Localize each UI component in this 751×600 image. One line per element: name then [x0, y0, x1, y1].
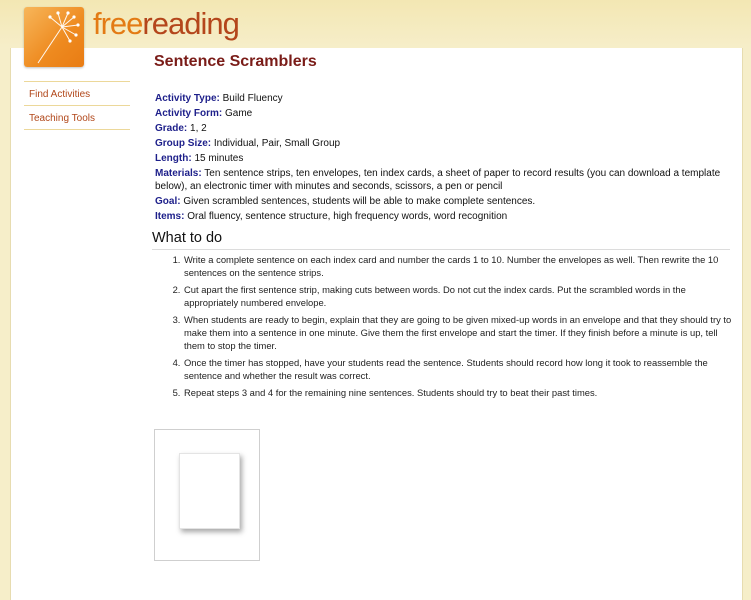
detail-value: Ten sentence strips, ten envelopes, ten index cards, a sheet of paper to record results (you can download a template below), an electronic timer with minutes and seconds, scissors, a pen or pencil	[155, 168, 721, 192]
detail-goal	[155, 196, 723, 209]
list-item: 4. Once the timer has stopped, have your students read the sentence. Students should record how long it took to reassemble the sentence and whether the result was correct.	[183, 356, 735, 382]
detail-label: Grade:	[155, 123, 188, 134]
detail-label: Items:	[155, 210, 185, 222]
detail-label: Activity Type:	[155, 93, 220, 104]
document-page-icon	[179, 453, 240, 529]
detail-label: Materials:	[155, 168, 202, 179]
activity-details	[155, 93, 723, 226]
detail-value: Individual, Pair, Small Group	[213, 138, 341, 149]
detail-group-size	[155, 138, 723, 151]
main-content	[145, 48, 735, 600]
detail-length	[155, 153, 723, 166]
list-item: 2. Cut apart the first sentence strip, making cuts between words. Do not cut the index cards. Put the scrambled words in the appropriately numbered envelope.	[183, 283, 735, 309]
detail-value: Game	[225, 108, 253, 119]
sidebar-nav	[24, 81, 130, 130]
logo-word-free: free	[93, 6, 143, 41]
dandelion-icon[interactable]	[24, 7, 84, 67]
detail-activity-form	[155, 108, 723, 121]
detail-label: Goal:	[155, 195, 181, 207]
detail-activity-type	[155, 93, 723, 106]
sidebar-item-teaching-tools[interactable]: Teaching Tools	[29, 113, 95, 124]
detail-value: 1, 2	[190, 123, 207, 134]
detail-value: Oral fluency, sentence structure, high frequency words, word recognition	[187, 210, 508, 222]
detail-label: Activity Form:	[155, 108, 223, 119]
detail-grade	[155, 123, 723, 136]
sidebar-divider	[24, 129, 130, 130]
detail-value: 15 minutes	[194, 153, 244, 164]
detail-label: Length:	[155, 153, 192, 164]
detail-label: Group Size:	[155, 138, 212, 149]
download-template-thumbnail[interactable]	[154, 429, 260, 561]
detail-value: Build Fluency	[222, 93, 283, 104]
list-item: 5. Repeat steps 3 and 4 for the remaining nine sentences. Students should try to beat their past times.	[183, 386, 735, 399]
page-title: Sentence Scramblers	[154, 53, 317, 70]
instruction-steps	[170, 253, 735, 403]
list-item: 3. When students are ready to begin, explain that they are going to be given mixed-up words in an envelope and that they should try to make them into a sentence in one minute. Give them the first envelope and start the timer. If they finish before a minute is up, tell them to stop the timer.	[183, 313, 735, 352]
section-title-what-to-do: What to do	[152, 230, 730, 250]
detail-value: Given scrambled sentences, students will be able to make complete sentences.	[183, 195, 536, 207]
logo-word-reading: reading	[142, 6, 239, 41]
detail-items	[155, 211, 723, 224]
list-item: 1. Write a complete sentence on each index card and number the cards 1 to 10. Number the envelopes as well. Then rewrite the 10 sentences on the sentence strips.	[183, 253, 735, 279]
detail-materials	[155, 168, 723, 193]
sidebar-item-find-activities[interactable]: Find Activities	[29, 89, 91, 100]
logo-wordmark[interactable]	[93, 6, 239, 42]
